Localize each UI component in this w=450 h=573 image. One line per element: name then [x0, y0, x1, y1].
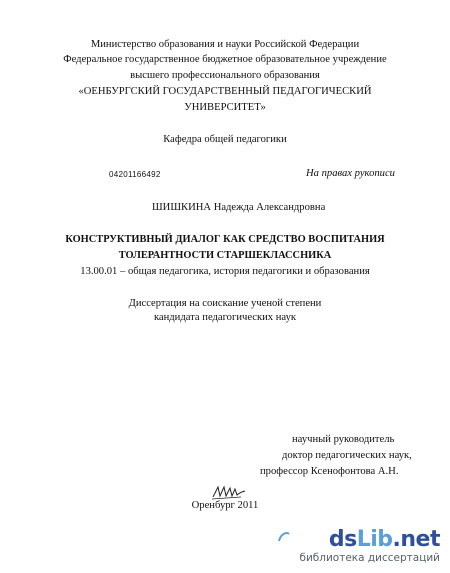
author-name: ШИШКИНА Надежда Александровна: [152, 202, 326, 213]
higher-education-line: высшего профессионального образования: [130, 70, 320, 81]
university-name-line1: «ОЕНБУРГСКИЙ ГОСУДАРСТВЕННЫЙ ПЕДАГОГИЧЕСКИЙ: [78, 86, 372, 97]
degree-line1: Диссертация на соискание ученой степени: [128, 298, 322, 309]
manuscript-rights-note: На правах рукописи: [306, 168, 395, 179]
watermark-logo-ds: ds: [328, 527, 357, 552]
handwritten-signature: [211, 484, 247, 500]
degree-line2: кандидата педагогических наук: [153, 312, 297, 323]
supervisor-role: научный руководитель: [292, 434, 395, 445]
dslib-watermark: [280, 527, 440, 565]
supervisor-degree: доктор педагогических наук,: [282, 450, 412, 461]
specialty-code: 13.00.01 – общая педагогика, история педагогики и образования: [80, 266, 370, 277]
ministry-line: Министерство образования и науки Российской Федерации: [90, 39, 360, 50]
university-name-line2: УНИВЕРСИТЕТ»: [184, 102, 266, 113]
city-year: Оренбург 2011: [191, 500, 259, 511]
watermark-logo-lib: Lib: [356, 527, 393, 552]
federal-institution-line: Федеральное государственное бюджетное образовательное учреждение: [63, 54, 387, 65]
department-name: Кафедра общей педагогики: [163, 134, 287, 145]
watermark-swoosh-icon: [278, 531, 290, 543]
dissertation-title-line2: ТОЛЕРАНТНОСТИ СТАРШЕКЛАССНИКА: [118, 250, 332, 261]
watermark-logo: [329, 527, 440, 552]
supervisor-name: профессор Ксенофонтова А.Н.: [260, 466, 399, 477]
watermark-logo-net: .net: [392, 527, 440, 552]
registration-number: 04201166492: [109, 170, 161, 179]
watermark-tagline: библиотека диссертаций: [299, 552, 440, 564]
dissertation-title-line1: КОНСТРУКТИВНЫЙ ДИАЛОГ КАК СРЕДСТВО ВОСПИТАНИЯ: [65, 234, 385, 245]
